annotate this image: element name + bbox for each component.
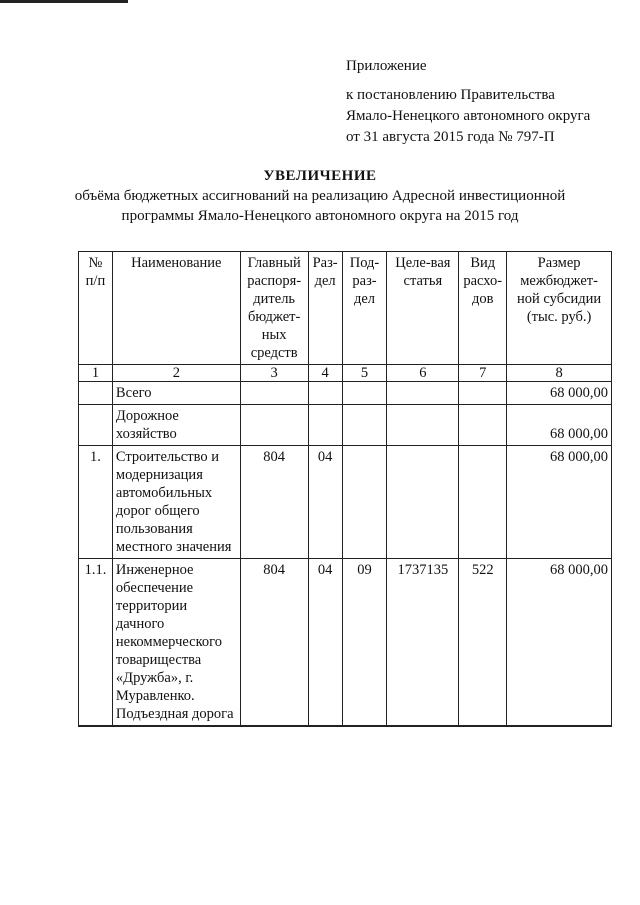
row-podrazdel (342, 405, 387, 446)
row-razdel: 04 (308, 559, 342, 727)
row-name: Строительство и модернизация автомобильных дорог общего пользования местного значения (112, 446, 240, 559)
appendix-region: Ямало-Ненецкого автономного округа (346, 108, 591, 124)
row-num: 1.1. (79, 559, 113, 727)
appendix-reference: к постановлению Правительства (346, 87, 555, 103)
row-statya: 1737135 (387, 559, 459, 727)
header-statya: Целе-вая статья (387, 252, 459, 365)
row-grbs (240, 382, 308, 405)
row-num (79, 382, 113, 405)
table-row (79, 405, 612, 446)
row-podrazdel (342, 446, 387, 559)
row-vid (459, 405, 507, 446)
row-name: Дорожное хозяйство (112, 405, 240, 446)
header-name: Наименование (112, 252, 240, 365)
header-podrazdel: Под-раз-дел (342, 252, 387, 365)
column-number: 5 (342, 365, 387, 382)
column-number: 1 (79, 365, 113, 382)
header-grbs: Главный распоря-дитель бюджет-ных средств (240, 252, 308, 365)
column-number: 3 (240, 365, 308, 382)
row-podrazdel (342, 382, 387, 405)
table-row (79, 446, 612, 559)
column-number-row (79, 365, 612, 382)
row-grbs: 804 (240, 559, 308, 727)
document-title: УВЕЛИЧЕНИЕ (263, 168, 377, 184)
table-row (79, 559, 612, 727)
document-subtitle (0, 186, 640, 226)
row-podrazdel: 09 (342, 559, 387, 727)
row-statya (387, 446, 459, 559)
row-grbs (240, 405, 308, 446)
row-amount: 68 000,00 (507, 446, 612, 559)
column-number: 2 (112, 365, 240, 382)
row-razdel (308, 405, 342, 446)
row-razdel (308, 382, 342, 405)
header-vid: Вид расхо-дов (459, 252, 507, 365)
allocation-table (78, 251, 612, 727)
subtitle-line-2: программы Ямало-Ненецкого автономного округа на 2015 год (121, 208, 519, 224)
table-header-row (79, 252, 612, 365)
header-num: № п/п (79, 252, 113, 365)
subtitle-line-1: объёма бюджетных ассигнований на реализацию Адресной инвестиционной (74, 188, 566, 204)
column-number: 4 (308, 365, 342, 382)
table-row (79, 382, 612, 405)
row-amount: 68 000,00 (507, 382, 612, 405)
row-amount: 68 000,00 (507, 405, 612, 446)
row-num: 1. (79, 446, 113, 559)
row-vid: 522 (459, 559, 507, 727)
top-rule (0, 0, 128, 3)
row-num (79, 405, 113, 446)
row-vid (459, 382, 507, 405)
header-razdel: Раз-дел (308, 252, 342, 365)
row-name: Инженерное обеспечение территории дачного некоммерческого товарищества «Дружба», г. Муравленко. Подъездная дорога (112, 559, 240, 727)
column-number: 7 (459, 365, 507, 382)
row-amount: 68 000,00 (507, 559, 612, 727)
appendix-block (346, 56, 590, 148)
row-grbs: 804 (240, 446, 308, 559)
column-number: 8 (507, 365, 612, 382)
appendix-date: от 31 августа 2015 года № 797-П (346, 129, 555, 145)
header-amount: Размер межбюджет-ной субсидии (тыс. руб.) (507, 252, 612, 365)
row-statya (387, 405, 459, 446)
appendix-label: Приложение (346, 58, 427, 74)
column-number: 6 (387, 365, 459, 382)
row-vid (459, 446, 507, 559)
row-statya (387, 382, 459, 405)
row-name: Всего (112, 382, 240, 405)
row-razdel: 04 (308, 446, 342, 559)
